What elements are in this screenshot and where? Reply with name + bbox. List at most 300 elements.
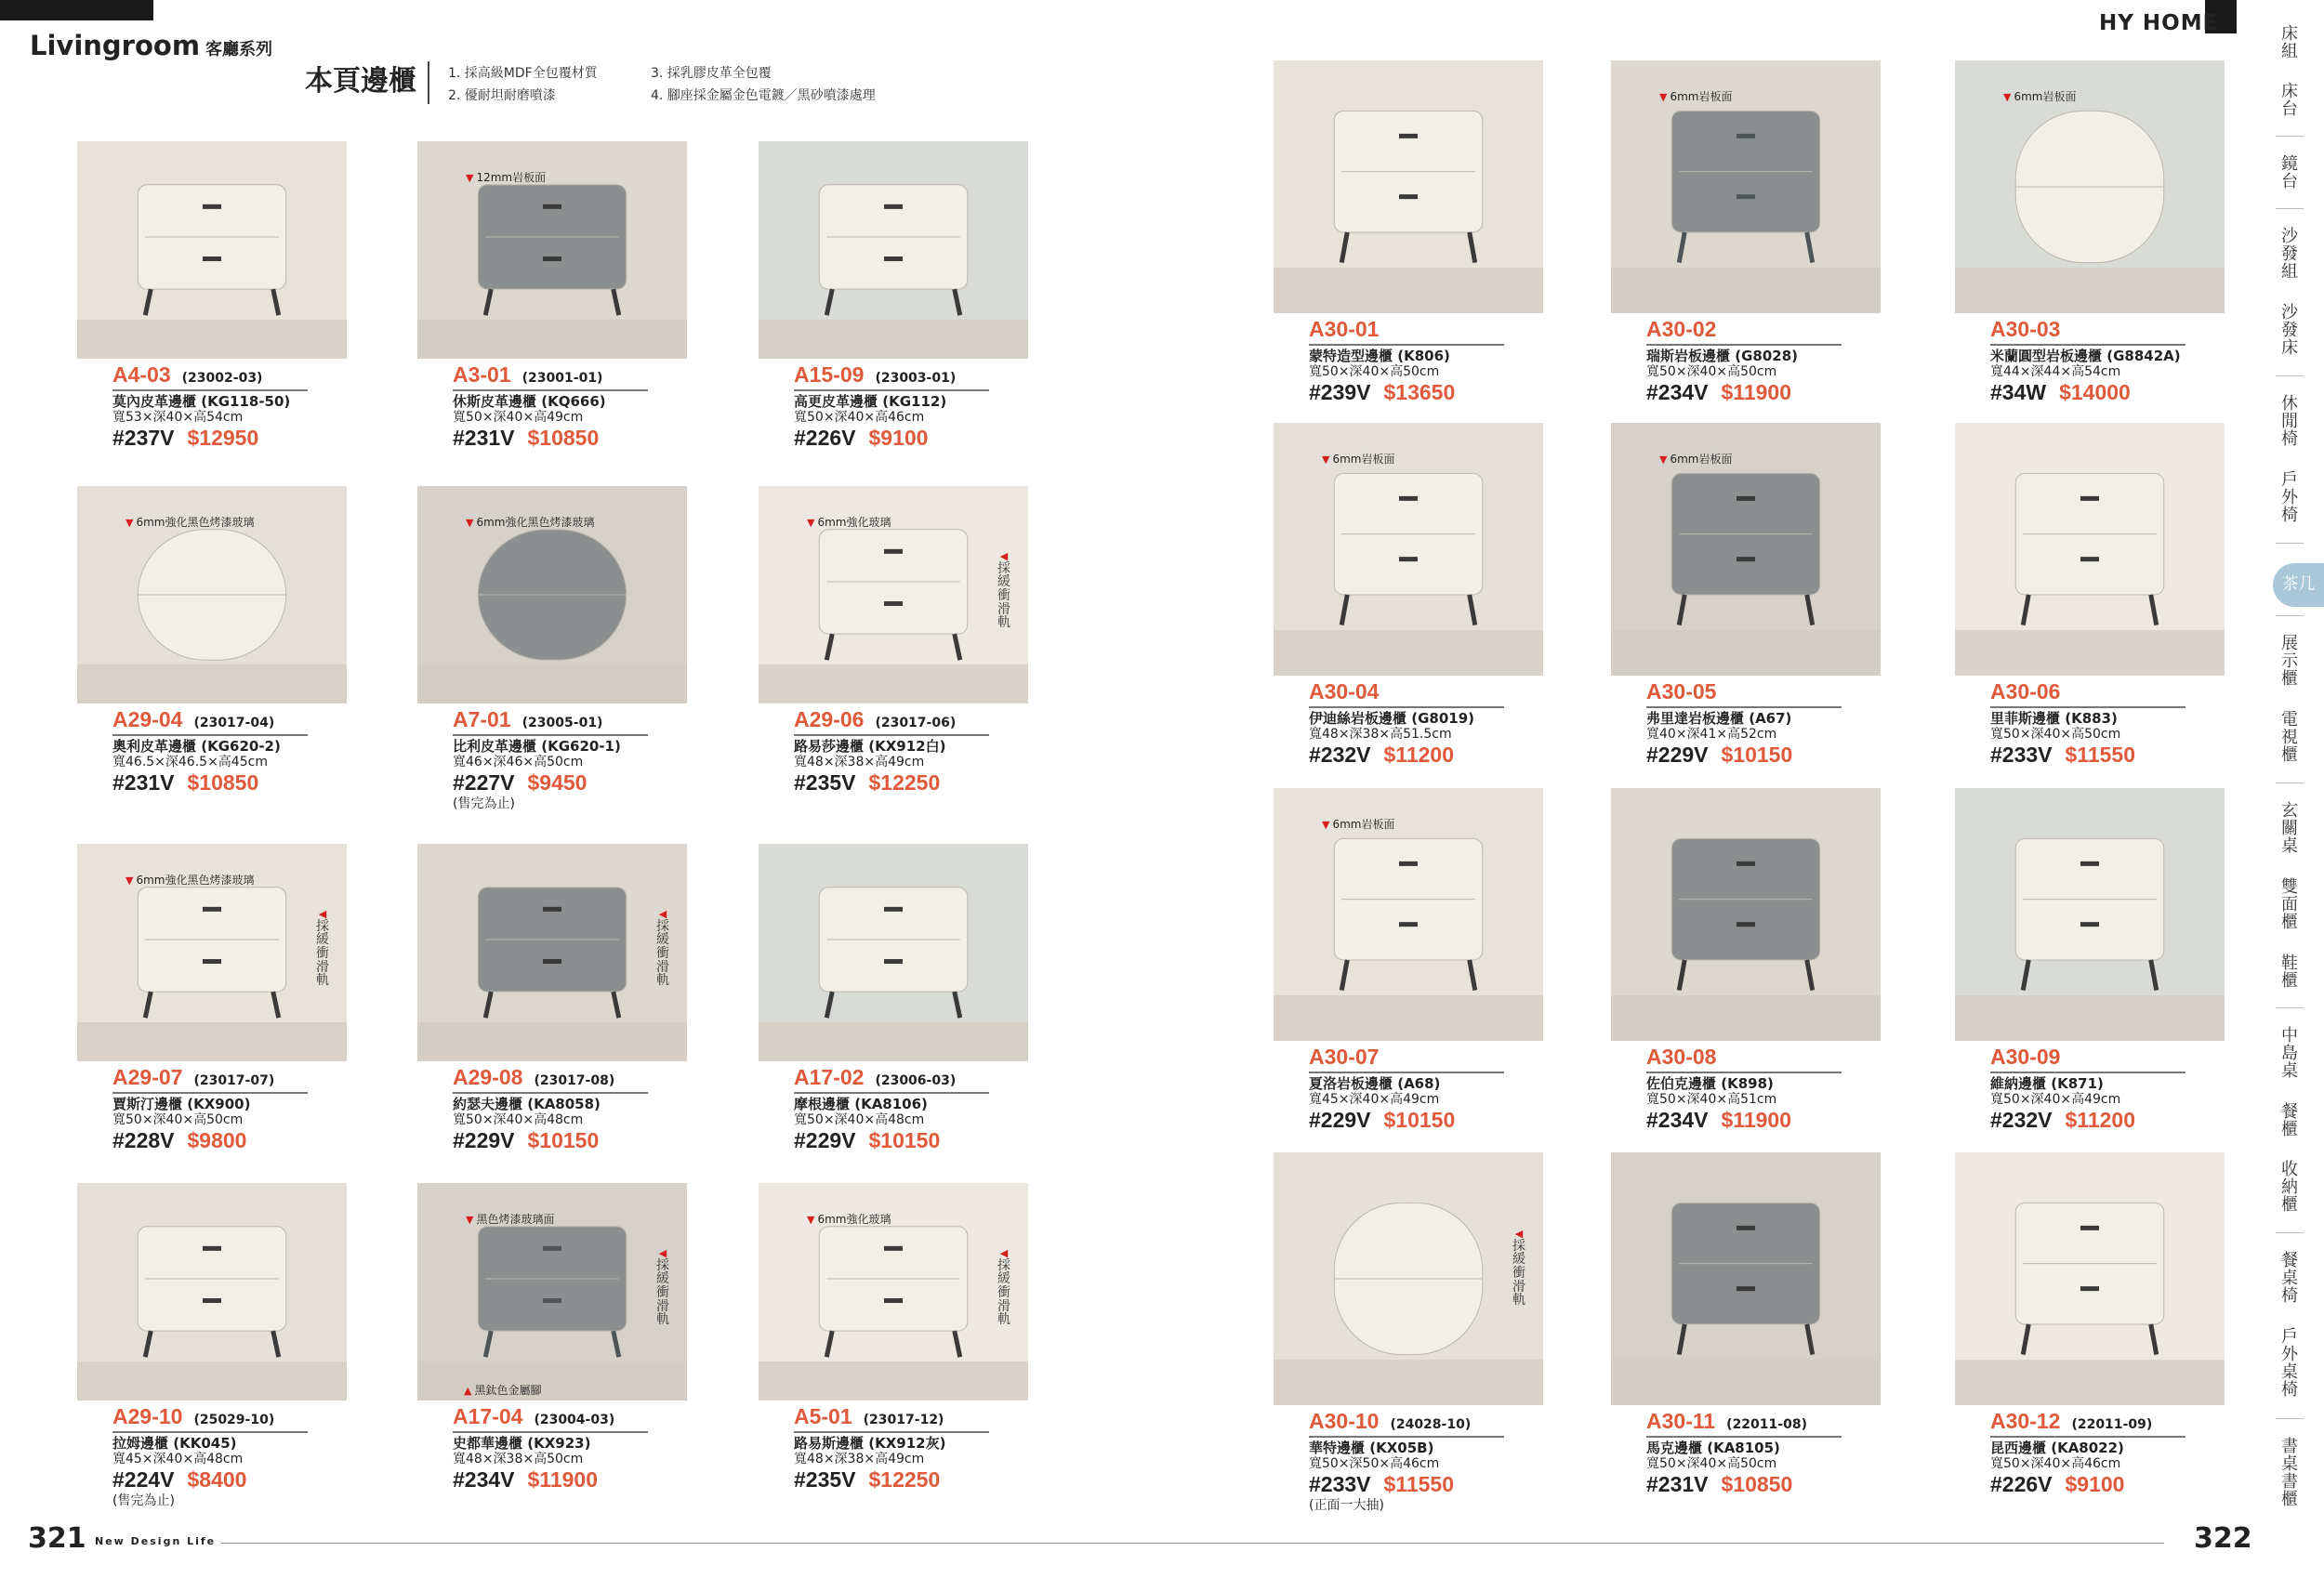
feature-tag	[807, 514, 891, 530]
product-number: (23005-01)	[522, 716, 603, 730]
product-code-line	[1646, 317, 1842, 343]
sale-price: $10150	[1383, 1108, 1456, 1133]
product-photo	[1955, 60, 2225, 313]
slide-rail-text: 採緩衝滑軌	[997, 560, 1010, 631]
product-dimensions: 寬48×深38×高51.5cm	[1309, 727, 1452, 743]
product-info	[112, 1065, 308, 1154]
product-name: 高更皮革邊櫃 (KG112)	[794, 393, 947, 411]
sidebar-divider	[2276, 543, 2304, 544]
sale-price: $11200	[1383, 743, 1454, 768]
product-info	[112, 362, 308, 452]
product-photo	[1274, 788, 1543, 1041]
product-code-line	[1309, 1045, 1504, 1071]
product-photo	[759, 141, 1028, 359]
slide-rail-tag	[655, 909, 670, 988]
slide-rail-tag	[997, 1248, 1011, 1327]
sidebar-category[interactable]: 床台	[2281, 82, 2298, 119]
product-info	[1646, 1409, 1842, 1498]
sale-price: $11900	[527, 1467, 598, 1493]
product-price	[453, 770, 648, 796]
price-code: #233V	[1990, 743, 2053, 768]
product-price	[112, 770, 308, 796]
product-dimensions: 寬50×深40×高48cm	[453, 1112, 584, 1128]
footer-rule	[221, 1543, 2164, 1544]
brand-name: HY HOME	[2099, 11, 2219, 35]
sidebar-category[interactable]: 收納櫃	[2281, 1160, 2298, 1215]
price-code: #234V	[1646, 380, 1709, 405]
info-rule	[794, 1431, 989, 1433]
product-info	[453, 1404, 648, 1493]
product-note: (正面一大抽)	[1309, 1497, 1384, 1513]
product-price	[1309, 380, 1504, 406]
product-price	[1646, 380, 1842, 406]
info-rule	[1646, 1436, 1842, 1438]
feature-3: 3. 採乳膠皮革全包覆	[651, 66, 772, 81]
product-name: 米蘭圓型岩板邊櫃 (G8842A)	[1990, 348, 2181, 365]
red-triangle-icon: ▼	[125, 517, 134, 529]
product-number: (23002-03)	[181, 371, 263, 386]
product-code: A29-04	[112, 707, 183, 731]
product-info	[1990, 679, 2185, 769]
sidebar-divider	[2276, 782, 2304, 783]
price-code: #232V	[1990, 1108, 2053, 1133]
page-title	[30, 30, 272, 61]
product-photo	[1274, 60, 1543, 313]
price-code: #234V	[1646, 1108, 1709, 1133]
info-rule	[1646, 706, 1842, 708]
product-price	[1309, 743, 1504, 769]
product-dimensions: 寬46×深46×高50cm	[453, 755, 584, 770]
feature-tag	[125, 872, 254, 888]
product-code-line	[112, 362, 308, 388]
product-code-line	[453, 1404, 648, 1430]
product-code-line	[794, 1065, 989, 1091]
product-info	[1990, 1409, 2185, 1498]
sidebar-category[interactable]: 中島桌	[2281, 1026, 2298, 1081]
sidebar-divider	[2276, 1232, 2304, 1233]
info-rule	[453, 389, 648, 391]
red-triangle-icon: ▲	[464, 1385, 472, 1397]
product-number: (23017-06)	[875, 716, 957, 730]
price-code: #226V	[794, 426, 856, 451]
product-price	[794, 1128, 989, 1154]
price-code: #233V	[1309, 1472, 1371, 1497]
product-price	[1646, 1472, 1842, 1498]
product-photo	[759, 1183, 1028, 1400]
sale-price: $11550	[2065, 743, 2135, 768]
sidebar-divider	[2276, 136, 2304, 137]
product-number: (22011-09)	[2071, 1417, 2153, 1432]
slide-rail-tag	[655, 1248, 670, 1327]
product-photo	[1611, 788, 1881, 1041]
red-triangle-icon: ▼	[1322, 454, 1330, 466]
sidebar-category[interactable]: 餐桌椅	[2281, 1251, 2298, 1306]
slide-rail-text: 採緩衝滑軌	[656, 918, 669, 989]
product-code: A30-07	[1309, 1045, 1380, 1069]
product-code-line	[794, 707, 989, 733]
sale-price: $9800	[187, 1128, 247, 1153]
product-code-line	[112, 1065, 308, 1091]
product-code-line	[1309, 317, 1504, 343]
product-name: 奧利皮革邊櫃 (KG620-2)	[112, 738, 281, 756]
feature-tag-text: 6mm岩板面	[1332, 453, 1395, 466]
product-name: 拉姆邊櫃 (KK045)	[112, 1435, 237, 1453]
red-triangle-icon: ◀	[318, 908, 327, 920]
slide-rail-text: 採緩衝滑軌	[316, 918, 329, 989]
price-code: #229V	[453, 1128, 515, 1153]
product-photo	[1955, 1152, 2225, 1405]
product-number: (23006-03)	[875, 1073, 957, 1088]
product-info	[794, 1404, 989, 1493]
product-name: 摩根邊櫃 (KA8106)	[794, 1096, 928, 1113]
product-name: 休斯皮革邊櫃 (KQ666)	[453, 393, 606, 411]
sidebar-category[interactable]: 沙發組	[2281, 227, 2298, 282]
sale-price: $9100	[868, 426, 929, 451]
product-code-line	[1990, 679, 2185, 705]
product-code-line	[1646, 1045, 1842, 1071]
product-dimensions: 寬50×深40×高50cm	[112, 1112, 244, 1128]
product-name: 莫內皮革邊櫃 (KG118-50)	[112, 393, 291, 411]
feature-1: 1. 採高級MDF全包覆材質	[448, 66, 598, 81]
info-rule	[1990, 1072, 2185, 1073]
slide-rail-tag	[315, 909, 330, 988]
sale-price: $9100	[2065, 1472, 2125, 1497]
price-code: #231V	[453, 426, 515, 451]
sidebar-category[interactable]: 戶外桌椅	[2281, 1327, 2298, 1400]
sidebar-category[interactable]: 雙面櫃	[2281, 877, 2298, 932]
product-dimensions: 寬46.5×深46.5×高45cm	[112, 755, 268, 770]
product-note: (售完為止)	[453, 796, 515, 811]
product-price	[1990, 1108, 2185, 1134]
sale-price: $12250	[868, 1467, 941, 1493]
sale-price: $10150	[1721, 743, 1793, 768]
sale-price: $12250	[868, 770, 941, 796]
info-rule	[1309, 706, 1504, 708]
feature-tag-text: 6mm強化黑色烤漆玻璃	[476, 516, 595, 529]
sidebar-category[interactable]: 鞋櫃	[2281, 953, 2298, 991]
sale-price: $11200	[2065, 1108, 2135, 1133]
sidebar-category[interactable]: 鏡台	[2281, 154, 2298, 191]
product-name: 約瑟夫邊櫃 (KA8058)	[453, 1096, 601, 1113]
product-number: (23001-01)	[522, 371, 603, 386]
product-price	[1309, 1108, 1504, 1134]
info-rule	[1309, 1436, 1504, 1438]
feature-tag-text: 黑色烤漆玻璃面	[476, 1213, 555, 1226]
product-dimensions: 寬48×深38×高49cm	[794, 755, 925, 770]
product-price	[1646, 743, 1842, 769]
product-price	[1990, 1472, 2185, 1498]
product-code-line	[1990, 1045, 2185, 1071]
info-rule	[1646, 344, 1842, 346]
feature-tag-text: 6mm岩板面	[1670, 90, 1733, 103]
feature-tag	[466, 169, 546, 185]
product-price	[453, 426, 648, 452]
slide-rail-tag	[997, 551, 1011, 630]
product-code: A30-12	[1990, 1409, 2061, 1433]
product-code: A30-03	[1990, 317, 2061, 341]
product-dimensions: 寬50×深40×高46cm	[794, 410, 925, 426]
product-name: 伊迪絲岩板邊櫃 (G8019)	[1309, 710, 1474, 728]
product-dimensions: 寬53×深40×高54cm	[112, 410, 244, 426]
sidebar-category[interactable]: 玄關桌	[2281, 801, 2298, 856]
red-triangle-icon: ▼	[1322, 819, 1330, 831]
red-triangle-icon: ▼	[1659, 91, 1668, 103]
price-code: #239V	[1309, 380, 1371, 405]
product-info	[453, 1065, 648, 1154]
sidebar-category[interactable]: 書桌書櫃	[2281, 1437, 2298, 1509]
price-code: #34W	[1990, 380, 2047, 405]
product-number: (23004-03)	[534, 1413, 615, 1427]
product-code-line	[1646, 1409, 1842, 1435]
price-code: #229V	[1309, 1108, 1371, 1133]
feature-tag-text: 12mm岩板面	[476, 171, 547, 184]
sidebar-divider	[2276, 375, 2304, 376]
product-number: (23017-07)	[193, 1073, 275, 1088]
product-code-line	[794, 362, 989, 388]
feature-tag-text: 6mm岩板面	[1670, 453, 1733, 466]
section-title: 本頁邊櫃	[305, 65, 416, 98]
page-title-zh: 客廳系列	[205, 40, 273, 59]
price-code: #237V	[112, 426, 175, 451]
product-dimensions: 寬50×深40×高49cm	[1990, 1092, 2121, 1108]
product-price	[794, 770, 989, 796]
product-name: 賈斯汀邊櫃 (KX900)	[112, 1096, 251, 1113]
product-name: 昆西邊櫃 (KA8022)	[1990, 1440, 2124, 1457]
product-photo	[1611, 60, 1881, 313]
product-code: A29-10	[112, 1404, 183, 1428]
product-name: 里菲斯邊櫃 (K883)	[1990, 710, 2118, 728]
product-code: A30-08	[1646, 1045, 1717, 1069]
product-photo	[1611, 1152, 1881, 1405]
sale-price: $11550	[1383, 1472, 1454, 1497]
top-left-bar	[0, 0, 153, 20]
product-info	[794, 1065, 989, 1154]
product-dimensions: 寬40×深41×高52cm	[1646, 727, 1777, 743]
product-number: (24028-10)	[1390, 1417, 1472, 1432]
product-info	[453, 362, 648, 452]
product-info	[1990, 317, 2185, 406]
price-code: #229V	[1646, 743, 1709, 768]
product-number: (23017-12)	[863, 1413, 944, 1427]
product-code: A30-10	[1309, 1409, 1380, 1433]
price-code: #234V	[453, 1467, 515, 1493]
product-number: (23003-01)	[875, 371, 957, 386]
product-price	[794, 426, 989, 452]
product-number: (25029-10)	[193, 1413, 275, 1427]
product-price	[1990, 380, 2185, 406]
feature-tag	[1659, 88, 1732, 104]
product-photo	[1611, 423, 1881, 676]
product-photo	[1955, 788, 2225, 1041]
price-code: #226V	[1990, 1472, 2053, 1497]
red-triangle-icon: ◀	[999, 550, 1009, 562]
product-name: 蒙特造型邊櫃 (K806)	[1309, 348, 1450, 365]
sidebar-divider	[2276, 615, 2304, 616]
feature-tag-2-text: 黑鈦色金屬腳	[474, 1384, 542, 1397]
product-info	[112, 707, 308, 796]
info-rule	[112, 1431, 308, 1433]
product-info	[1646, 317, 1842, 406]
feature-tag-text: 6mm岩板面	[1332, 818, 1395, 831]
price-code: #227V	[453, 770, 515, 796]
feature-tag	[466, 514, 594, 530]
product-photo	[1274, 1152, 1543, 1405]
product-code-line	[453, 362, 648, 388]
sale-price: $10850	[1721, 1472, 1793, 1497]
product-price	[112, 1128, 308, 1154]
info-rule	[112, 389, 308, 391]
product-code-line	[453, 1065, 648, 1091]
feature-tag	[807, 1211, 891, 1227]
red-triangle-icon: ▼	[807, 517, 815, 529]
feature-tag-text: 6mm強化玻璃	[817, 516, 891, 529]
info-rule	[1990, 706, 2185, 708]
product-name: 史都華邊櫃 (KX923)	[453, 1435, 591, 1453]
price-code: #232V	[1309, 743, 1371, 768]
product-name: 夏洛岩板邊櫃 (A68)	[1309, 1075, 1441, 1093]
product-price	[453, 1128, 648, 1154]
red-triangle-icon: ▼	[466, 517, 474, 529]
product-code-line	[1646, 679, 1842, 705]
product-code-line	[794, 1404, 989, 1430]
price-code: #235V	[794, 1467, 856, 1493]
product-price	[1309, 1472, 1504, 1498]
product-price	[1990, 743, 2185, 769]
product-info	[453, 707, 648, 812]
product-note: (售完為止)	[112, 1493, 175, 1508]
product-photo	[759, 844, 1028, 1061]
product-info	[794, 362, 989, 452]
sidebar-divider	[2276, 1007, 2304, 1008]
sidebar-divider	[2276, 1418, 2304, 1419]
feature-tag	[1659, 451, 1732, 467]
product-info	[1990, 1045, 2185, 1134]
product-name: 比利皮革邊櫃 (KG620-1)	[453, 738, 621, 756]
sale-price: $11900	[1721, 1108, 1791, 1133]
red-triangle-icon: ▼	[466, 1214, 474, 1226]
info-rule	[112, 1092, 308, 1094]
info-rule	[1309, 1072, 1504, 1073]
product-number: (23017-08)	[534, 1073, 615, 1088]
info-rule	[1309, 344, 1504, 346]
product-price	[794, 1467, 989, 1493]
product-code: A7-01	[453, 707, 511, 731]
feature-tag-text: 6mm強化黑色烤漆玻璃	[136, 874, 255, 887]
product-code: A30-02	[1646, 317, 1717, 341]
product-name: 佐伯克邊櫃 (K898)	[1646, 1075, 1774, 1093]
product-dimensions: 寬48×深38×高50cm	[453, 1452, 584, 1467]
product-code: A17-04	[453, 1404, 523, 1428]
product-code-line	[112, 707, 308, 733]
product-dimensions: 寬50×深40×高49cm	[453, 410, 584, 426]
red-triangle-icon: ▼	[1659, 454, 1668, 466]
product-photo	[77, 141, 347, 359]
red-triangle-icon: ▼	[807, 1214, 815, 1226]
product-price	[453, 1467, 648, 1493]
feature-tag-text: 6mm強化玻璃	[817, 1213, 891, 1226]
feature-4: 4. 腳座採金屬金色電鍍／黑砂噴漆處理	[651, 88, 876, 103]
product-code-line	[1309, 679, 1504, 705]
product-photo	[759, 486, 1028, 704]
product-dimensions: 寬50×深40×高51cm	[1646, 1092, 1777, 1108]
sidebar-category[interactable]: 茶几	[2273, 563, 2324, 607]
product-code: A30-11	[1646, 1409, 1716, 1433]
sale-price: $10850	[187, 770, 259, 796]
slide-rail-text: 採緩衝滑軌	[1512, 1238, 1525, 1308]
sidebar-category[interactable]: 休閒椅	[2281, 394, 2298, 449]
product-code: A30-09	[1990, 1045, 2061, 1069]
red-triangle-icon: ▼	[125, 874, 134, 887]
feature-tag	[1322, 816, 1394, 832]
product-name: 維納邊櫃 (K871)	[1990, 1075, 2104, 1093]
sale-price: $10150	[527, 1128, 600, 1153]
product-dimensions: 寬50×深40×高48cm	[794, 1112, 925, 1128]
product-code: A17-02	[794, 1065, 865, 1089]
price-code: #229V	[794, 1128, 856, 1153]
sidebar-category[interactable]: 展示櫃	[2281, 634, 2298, 689]
sidebar-category[interactable]: 餐櫃	[2281, 1102, 2298, 1139]
feature-tag	[466, 1211, 554, 1227]
price-code: #231V	[112, 770, 175, 796]
product-name: 馬克邊櫃 (KA8105)	[1646, 1440, 1780, 1457]
feature-tag	[125, 514, 254, 530]
sidebar-category[interactable]: 沙發床	[2281, 303, 2298, 358]
product-code: A30-05	[1646, 679, 1717, 704]
info-rule	[1646, 1072, 1842, 1073]
product-photo	[77, 1183, 347, 1400]
info-rule	[112, 734, 308, 736]
sale-price: $8400	[187, 1467, 247, 1493]
product-dimensions: 寬50×深50×高46cm	[1309, 1456, 1440, 1472]
footer-slogan: New Design Life	[95, 1535, 217, 1547]
sidebar-category[interactable]: 床組	[2281, 24, 2298, 61]
page-number-left: 321	[28, 1522, 86, 1555]
product-photo	[417, 844, 687, 1061]
product-code: A30-01	[1309, 317, 1380, 341]
info-rule	[453, 734, 648, 736]
info-rule	[794, 1092, 989, 1094]
product-dimensions: 寬50×深40×高46cm	[1990, 1456, 2121, 1472]
sidebar-category[interactable]: 戶外椅	[2281, 470, 2298, 525]
feature-tag-text: 6mm岩板面	[2014, 90, 2077, 103]
product-code: A3-01	[453, 362, 511, 387]
price-code: #224V	[112, 1467, 175, 1493]
sale-price: $11900	[1721, 380, 1791, 405]
sidebar-divider	[2276, 208, 2304, 209]
product-code: A5-01	[794, 1404, 852, 1428]
product-code-line	[112, 1404, 308, 1430]
product-price	[112, 1467, 308, 1493]
sidebar-category[interactable]: 電視櫃	[2281, 710, 2298, 765]
feature-tag-text: 6mm強化黑色烤漆玻璃	[136, 516, 255, 529]
red-triangle-icon: ▼	[466, 172, 474, 184]
slide-rail-tag	[1512, 1229, 1526, 1308]
product-code-line	[1990, 317, 2185, 343]
product-code: A29-07	[112, 1065, 183, 1089]
info-rule	[1990, 344, 2185, 346]
product-dimensions: 寬50×深40×高50cm	[1309, 364, 1440, 380]
slide-rail-text: 採緩衝滑軌	[656, 1257, 669, 1328]
product-info	[794, 707, 989, 796]
product-dimensions: 寬45×深40×高48cm	[112, 1452, 244, 1467]
product-name: 瑞斯岩板邊櫃 (G8028)	[1646, 348, 1798, 365]
product-photo	[1274, 423, 1543, 676]
info-rule	[794, 389, 989, 391]
section-divider	[428, 61, 429, 104]
product-price	[112, 426, 308, 452]
product-photo	[417, 141, 687, 359]
product-number: (23017-04)	[193, 716, 275, 730]
